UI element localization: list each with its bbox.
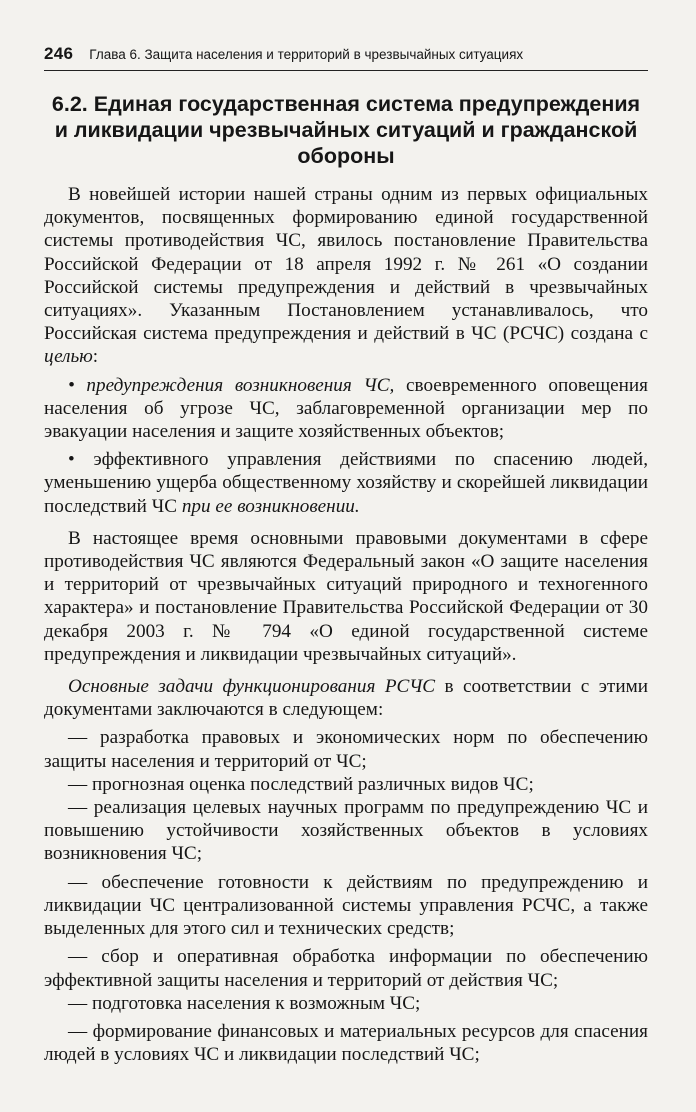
paragraph-intro [44,183,648,369]
bullet-item [44,374,648,444]
bullet-item-emphasis: • предупреждения возникновения ЧС, [68,374,395,396]
section-title: 6.2. Единая государственная система предупреждения и ликвидации чрезвычайных ситуаций и гражданской обороны [51,92,641,168]
paragraph-legal-docs: В настоящее время основными правовыми документами в сфере противодействия ЧС являются Федеральный закон «О защите населения и территорий от чрезвычайных ситуаций природного и техногенного характера» и постановление Правительства Российской Федерации от 30 декабря 2003 г. № 794 «О единой государственной системе предупреждения и ликвидации чрезвычайных ситуаций». [44,527,648,665]
paragraph-intro-text: В новейшей истории нашей страны одним из первых официальных документов, посвященных формированию единой государственной системы противодействия ЧС, явилось постановление Правительства Российской Федерации от 18 апреля 1992 г. № 261 «О создании Российской системы предупреждения и действий в чрезвычайных ситуациях». Указанным Постановлением устанавливалось, что Российская система предупреждения и действий в ЧС (РСЧС) создана с [44,184,648,345]
paragraph-intro-emphasis: целью [44,346,93,368]
bullet-item [44,448,648,518]
bullet-item-text: своевременного оповещения населения об угрозе ЧС, заблаговременной организации мер по эвакуации населения и защите хозяйственных объектов; [44,374,648,443]
task-item: — подготовка населения к возможным ЧС; [68,992,421,1014]
bullet-item-text: • эффективного управления действиями по спасению людей, уменьшению ущерба общественному хозяйству и скорейшей ликвидации последствий ЧС [44,449,648,517]
task-item: — обеспечение готовности к действиям по предупреждению и ликвидации ЧС централизованной системы управления РСЧС, а также выделенных для этого сил и технических средств; [44,871,648,940]
body-text [44,183,648,1066]
bullet-item-emphasis: при ее возникновении. [181,495,360,517]
task-item: — сбор и оперативная обработка информации по обеспечению эффективной защиты населения и территорий от действия ЧС; [44,946,648,991]
paragraph-tasks-intro [44,675,648,721]
task-item: — формирование финансовых и материальных ресурсов для спасения людей в условиях ЧС и ликвидации последствий ЧС; [44,1020,648,1066]
paragraph-intro-end: : [92,346,99,368]
paragraph-tasks-emphasis: Основные задачи функционирования РСЧС [68,676,436,698]
running-header [44,44,648,71]
task-item: — разработка правовых и экономических норм по обеспечению защиты населения и территорий от ЧС; [44,727,648,772]
task-item: — прогнозная оценка последствий различных видов ЧС; [68,773,534,795]
paragraph-tasks-text: в соответствии с этими документами заключаются в следующем: [44,676,648,721]
page-number: 246 [44,44,74,63]
task-item: — реализация целевых научных программ по предупреждению ЧС и повышению устойчивости хозяйственных объектов в условиях возникновения ЧС; [44,797,648,865]
chapter-title: Глава 6. Защита населения и территорий в чрезвычайных ситуациях [89,47,524,62]
